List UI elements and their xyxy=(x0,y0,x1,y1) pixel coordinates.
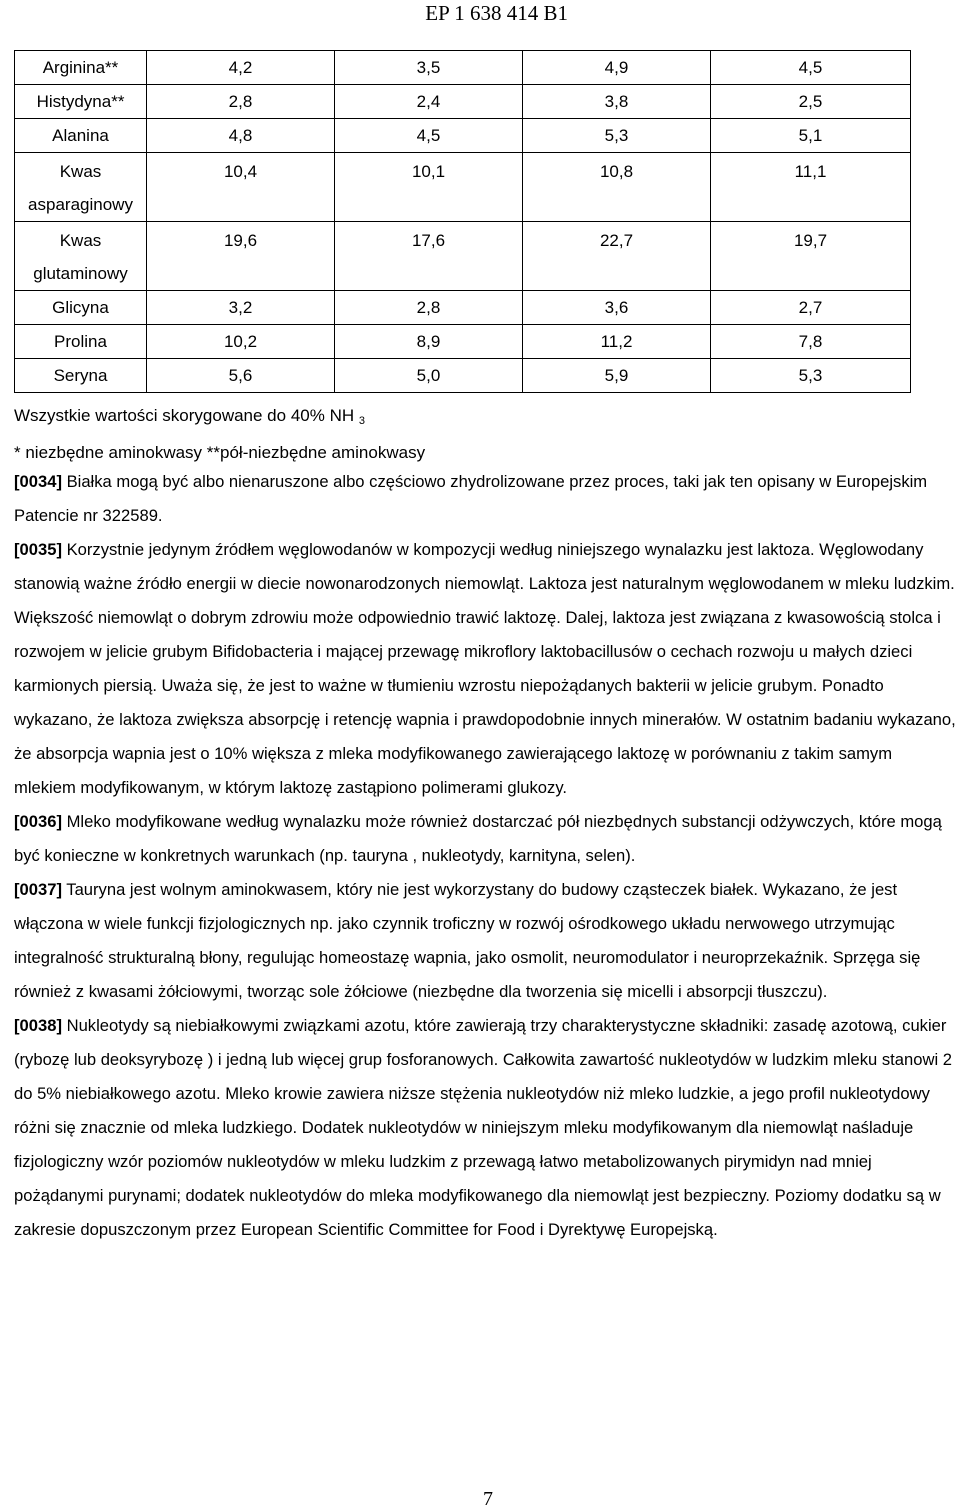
table-cell: 5,3 xyxy=(711,359,911,393)
paragraph-number: [0038] xyxy=(14,1016,62,1035)
table-cell: 2,7 xyxy=(711,291,911,325)
table-cell: 11,2 xyxy=(523,325,711,359)
amino-acid-name: Glicyna xyxy=(15,291,147,325)
correction-note: Wszystkie wartości skorygowane do 40% NH $_3$ xyxy=(14,406,365,427)
table-row xyxy=(15,51,911,85)
table-cell: 2,8 xyxy=(335,291,523,325)
paragraph xyxy=(14,465,958,533)
table-cell: 3,6 xyxy=(523,291,711,325)
table-cell: 22,7 xyxy=(523,222,711,291)
table-cell: 3,2 xyxy=(147,291,335,325)
table-cell: 2,4 xyxy=(335,85,523,119)
table-cell: 4,5 xyxy=(335,119,523,153)
amino-acid-name: Prolina xyxy=(15,325,147,359)
table-cell: 17,6 xyxy=(335,222,523,291)
table-cell: 4,5 xyxy=(711,51,911,85)
paragraph-number: [0034] xyxy=(14,472,62,491)
paragraph-text: Mleko modyfikowane według wynalazku może również dostarczać pół niezbędnych substancji odżywczych, które mogą być konieczne w konkretnych warunkach (np. tauryna , nukleotydy, karnityna, selen). xyxy=(14,812,942,865)
table-row xyxy=(15,222,911,291)
table-row xyxy=(15,119,911,153)
paragraph xyxy=(14,873,958,1009)
paragraph-number: [0036] xyxy=(14,812,62,831)
table-cell: 2,5 xyxy=(711,85,911,119)
table-cell: 19,6 xyxy=(147,222,335,291)
paragraph-number: [0035] xyxy=(14,540,62,559)
table-cell: 5,6 xyxy=(147,359,335,393)
paragraph-text: Nukleotydy są niebiałkowymi związkami azotu, które zawierają trzy charakterystyczne składniki: zasadę azotową, cukier (rybozę lub deoksyrybozę ) i jedną lub więcej grup fosforanowych. Całkowita zawartość nukleotydów w ludzkim mleku stanowi 2 do 5% niebiałkowego azotu. Mleko krowie zawiera niższe stężenia nukleotydów niż mleko ludzkie, a jego profil nukleotydowy różni się znacznie od mleka ludzkiego. Dodatek nukleotydów w niniejszym mleku modyfikowanym dla niemowląt naśladuje fizjologiczny wzór poziomów nukleotydów w mleku ludzkim z przewagą łatwo metabolizowanych pirymidyn nad mniej pożądanymi purynami; dodatek nukleotydów do mleka modyfikowanego dla niemowląt jest bezpieczny. Poziomy dodatku są w zakresie dopuszczonym przez European Scientific Committee for Food i Dyrektywę Europejską. xyxy=(14,1016,952,1239)
table-cell: 11,1 xyxy=(711,153,911,222)
paragraph xyxy=(14,533,958,805)
table-cell: 5,0 xyxy=(335,359,523,393)
table-cell: 4,2 xyxy=(147,51,335,85)
amino-acid-table xyxy=(14,50,911,393)
paragraph-text: Tauryna jest wolnym aminokwasem, który nie jest wykorzystany do budowy cząsteczek białek. Wykazano, że jest włączona w wiele funkcji fizjologicznych np. jako czynnik troficzny w rozwój ośrodkowego układu nerwowego utrzymując integralność strukturalną błony, regulując homeostazę wapnia, jako osmolit, neuromodulator i neuroprzekaźnik. Sprzęga się również z kwasami żółciowymi, tworząc sole żółciowe (niezbędne dla tworzenia się micelli i absorpcji tłuszczu). xyxy=(14,880,921,1001)
table-cell: 10,4 xyxy=(147,153,335,222)
table-cell: 5,3 xyxy=(523,119,711,153)
table-cell: 19,7 xyxy=(711,222,911,291)
legend-note: * niezbędne aminokwasy **pół-niezbędne aminokwasy xyxy=(14,443,426,462)
table-cell: 8,9 xyxy=(335,325,523,359)
table-cell: 4,9 xyxy=(523,51,711,85)
table-cell: 2,8 xyxy=(147,85,335,119)
table-row xyxy=(15,359,911,393)
amino-acid-name: Histydyna** xyxy=(15,85,147,119)
amino-acid-name: Seryna xyxy=(15,359,147,393)
amino-acid-name: Arginina** xyxy=(15,51,147,85)
amino-acid-name: Kwas asparaginowy xyxy=(15,153,147,222)
table-row xyxy=(15,85,911,119)
table-cell: 5,1 xyxy=(711,119,911,153)
body-text xyxy=(14,465,958,1247)
amino-acid-name: Kwas glutaminowy xyxy=(15,222,147,291)
table-row xyxy=(15,153,911,222)
table-cell: 10,8 xyxy=(523,153,711,222)
table-cell: 5,9 xyxy=(523,359,711,393)
table-row xyxy=(15,325,911,359)
table-cell: 7,8 xyxy=(711,325,911,359)
page-header xyxy=(0,0,960,26)
table-cell: 4,8 xyxy=(147,119,335,153)
amino-acid-name: Alanina xyxy=(15,119,147,153)
paragraph-text: Korzystnie jedynym źródłem węglowodanów w kompozycji według niniejszego wynalazku jest laktoza. Węglowodany stanowią ważne źródło energii w diecie nowonarodzonych niemowląt. Laktoza jest naturalnym węglowodanem w mleku ludzkim. Większość niemowląt o dobrym zdrowiu może odpowiednio trawić laktozę. Dalej, laktoza jest związana z kwasowością stolca i rozwojem w jelicie grubym Bifidobacteria i mającej przewagę mikroflory laktobacillusów o cechach rozwoju u małych dzieci karmionych piersią. Uważa się, że jest to ważne w tłumieniu wzrostu niepożądanych bakterii w jelicie grubym. Ponadto wykazano, że laktoza zwiększa absorpcję i retencję wapnia i prawdopodobnie innych minerałów. W ostatnim badaniu wykazano, że absorpcja wapnia jest o 10% większa z mleka modyfikowanego zawierającego laktozę w porównaniu z takim samym mlekiem modyfikowanym, w którym laktozę zastąpiono polimerami glukozy. xyxy=(14,540,956,797)
table-notes xyxy=(14,400,954,468)
paragraph xyxy=(14,805,958,873)
patent-number: EP 1 638 414 B1 xyxy=(425,1,568,25)
table-cell: 10,2 xyxy=(147,325,335,359)
table-row xyxy=(15,291,911,325)
table-cell: 10,1 xyxy=(335,153,523,222)
paragraph-number: [0037] xyxy=(14,880,62,899)
paragraph xyxy=(14,1009,958,1247)
table-cell: 3,5 xyxy=(335,51,523,85)
page-number: 7 xyxy=(483,1488,493,1510)
table-cell: 3,8 xyxy=(523,85,711,119)
paragraph-text: Białka mogą być albo nienaruszone albo częściowo zhydrolizowane przez proces, taki jak ten opisany w Europejskim Patencie nr 322589. xyxy=(14,472,928,525)
